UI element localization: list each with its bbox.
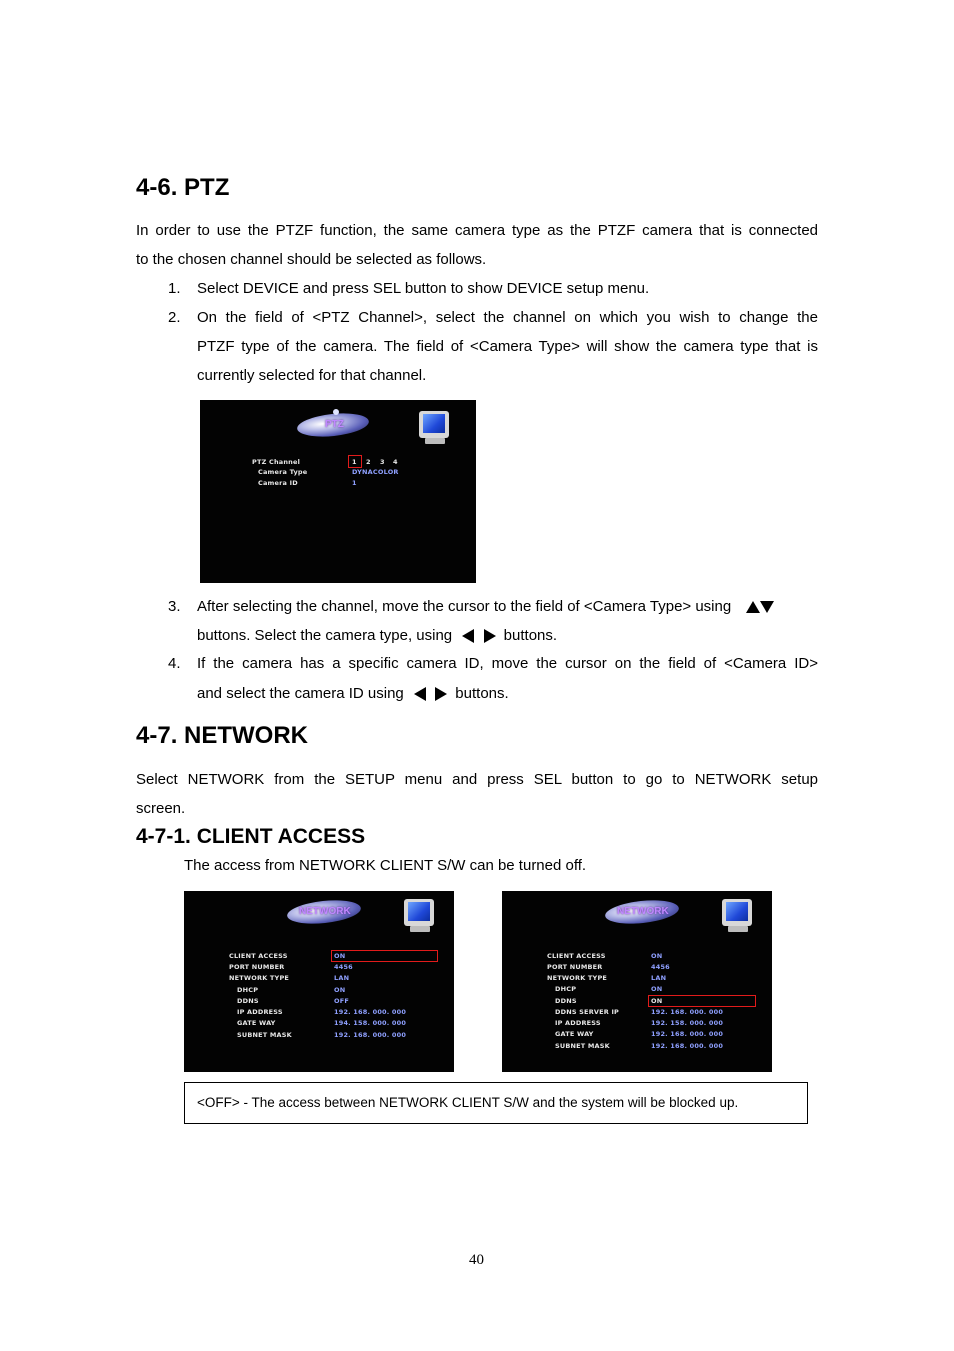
arrow-right-icon [484,629,496,643]
ptz-intro-line-2: to the chosen channel should be selected as follows. [136,251,487,268]
step-3-line-2-text-b: buttons. [503,627,558,644]
ptz-channel-label: PTZ Channel [252,458,301,466]
monitor-icon [720,899,756,935]
port-number-label: PORT NUMBER [229,963,285,971]
port-number-value[interactable]: 4456 [651,963,670,971]
subsection-title-client-access: 4-7-1. CLIENT ACCESS [136,825,366,848]
arrow-up-icon [746,601,760,613]
dhcp-value[interactable]: ON [334,986,346,994]
dhcp-label: DHCP [237,986,259,994]
step-3-line-1 [197,592,818,621]
step-4-number: 4. [168,655,181,672]
step-2-line-1: On the field of <PTZ Channel>, select the channel on which you wish to change the [197,309,818,326]
step-1-text: Select DEVICE and press SEL button to show DEVICE setup menu. [197,280,650,297]
ddns-label: DDNS [237,997,259,1005]
selected-field-box [331,950,438,962]
network-setup-screenshot-b [502,891,772,1072]
arrow-right-icon [435,687,447,701]
arrow-left-icon [462,629,474,643]
ptz-setup-screenshot [200,400,476,583]
step-3-line-1-text: After selecting the channel, move the cursor to the field of <Camera Type> using [197,598,732,615]
network-type-value[interactable]: LAN [334,974,350,982]
step-2-number: 2. [168,309,181,326]
camera-id-label: Camera ID [258,479,298,487]
network-type-value[interactable]: LAN [651,974,667,982]
dhcp-value[interactable]: ON [651,985,663,993]
ptz-intro-line-1: In order to use the PTZF function, the same camera type as the PTZF camera that is connected [136,222,818,239]
step-3-number: 3. [168,598,181,615]
monitor-icon [417,411,453,447]
ddns-server-ip-value[interactable]: 192. 168. 000. 000 [651,1008,724,1016]
gate-way-value[interactable]: 192. 168. 000. 000 [651,1030,724,1038]
ip-address-value[interactable]: 192. 158. 000. 000 [651,1019,724,1027]
dhcp-label: DHCP [555,985,577,993]
selected-field-box [648,995,756,1007]
port-number-label: PORT NUMBER [547,963,603,971]
network-logo-text: NETWORK [617,906,669,917]
subnet-mask-value[interactable]: 192. 168. 000. 000 [334,1031,407,1039]
page-number: 40 [469,1252,484,1268]
gate-way-value[interactable]: 194. 158. 000. 000 [334,1019,407,1027]
ip-address-label: IP ADDRESS [555,1019,601,1027]
ptz-logo-text: PTZ [325,419,344,430]
subnet-mask-value[interactable]: 192. 168. 000. 000 [651,1042,724,1050]
step-2-line-2: PTZF type of the camera. The field of <Camera Type> will show the camera type that is [197,338,818,355]
step-4-line-2-text-a: and select the camera ID using [197,685,404,702]
client-access-label: CLIENT ACCESS [229,952,288,960]
logo-sparkle [333,409,339,415]
channel-option-3[interactable]: 3 [380,458,385,466]
section-title-network: 4-7. NETWORK [136,722,309,749]
network-logo-text: NETWORK [299,906,351,917]
step-3-line-2-text-a: buttons. Select the camera type, using [197,627,453,644]
gate-way-label: GATE WAY [555,1030,594,1038]
camera-type-value[interactable]: DYNACOLOR [352,468,399,476]
subnet-mask-label: SUBNET MASK [237,1031,292,1039]
step-3-line-2 [197,621,818,650]
arrow-left-icon [414,687,426,701]
camera-type-label: Camera Type [258,468,308,476]
ip-address-label: IP ADDRESS [237,1008,283,1016]
network-type-label: NETWORK TYPE [547,974,608,982]
client-access-label: CLIENT ACCESS [547,952,606,960]
client-access-text: The access from NETWORK CLIENT S/W can be turned off. [184,857,587,874]
channel-option-2[interactable]: 2 [366,458,371,466]
ddns-server-ip-label: DDNS SERVER IP [555,1008,620,1016]
ddns-label: DDNS [555,997,577,1005]
channel-option-4[interactable]: 4 [393,458,398,466]
camera-id-value[interactable]: 1 [352,479,357,487]
subnet-mask-label: SUBNET MASK [555,1042,610,1050]
ip-address-value[interactable]: 192. 168. 000. 000 [334,1008,407,1016]
network-intro-line-2: screen. [136,800,186,817]
monitor-icon [402,899,438,935]
network-type-label: NETWORK TYPE [229,974,290,982]
ddns-value[interactable]: ON [651,997,663,1005]
step-1-number: 1. [168,280,181,297]
step-2-line-3: currently selected for that channel. [197,367,427,384]
channel-option-1[interactable]: 1 [352,458,357,466]
step-4-line-2 [197,679,818,708]
gate-way-label: GATE WAY [237,1019,276,1027]
note-box: <OFF> - The access between NETWORK CLIENT S/W and the system will be blocked up. [184,1082,808,1124]
step-4-line-2-text-b: buttons. [455,685,509,702]
client-access-value[interactable]: ON [334,952,346,960]
ddns-value[interactable]: OFF [334,997,350,1005]
step-4-line-1: If the camera has a specific camera ID, move the cursor on the field of <Camera ID> [197,655,818,672]
network-intro-line-1: Select NETWORK from the SETUP menu and press SEL button to go to NETWORK setup [136,771,818,788]
client-access-value[interactable]: ON [651,952,663,960]
arrow-down-icon [760,601,774,613]
port-number-value[interactable]: 4456 [334,963,353,971]
network-setup-screenshot-a [184,891,454,1072]
section-title-ptz: 4-6. PTZ [136,174,230,201]
